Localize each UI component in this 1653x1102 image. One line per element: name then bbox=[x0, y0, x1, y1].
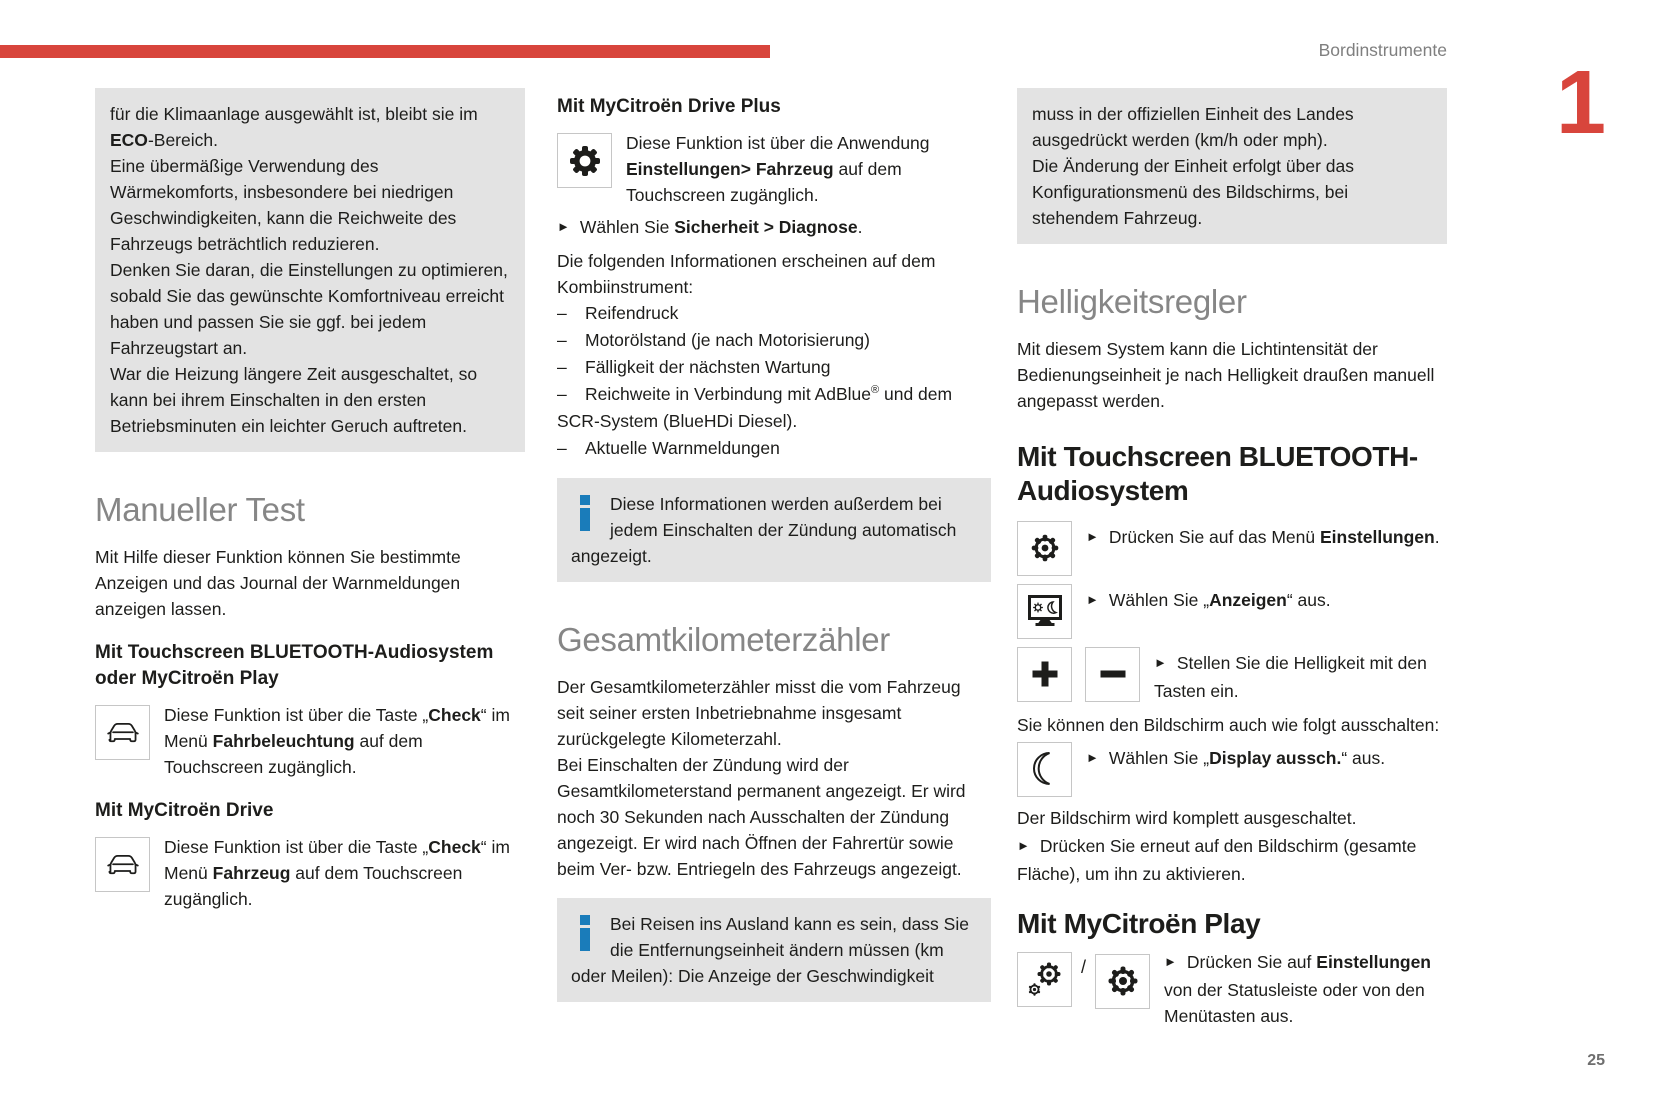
step-row bbox=[1017, 647, 1447, 704]
icon-paragraph bbox=[557, 130, 991, 208]
list-item: – Fälligkeit der nächsten Wartung bbox=[557, 354, 991, 381]
paragraph: Der Bildschirm wird komplett ausgeschaltet. bbox=[1017, 807, 1357, 828]
unit-note-box bbox=[1017, 88, 1447, 244]
step-row bbox=[1017, 584, 1447, 639]
info-text: Bei Reisen ins Ausland kann es sein, dass Sie die Entfernungseinheit ändern müssen (km oder Meilen): Die Anzeige der Geschwindigkeit bbox=[571, 914, 969, 987]
paragraph: Die folgenden Informationen erscheinen auf dem Kombiinstrument: bbox=[557, 251, 936, 297]
dash-bullet: – bbox=[557, 357, 567, 377]
instruction-line: ► Drücken Sie erneut auf den Bildschirm (gesamte Fläche), um ihn zu aktivieren. bbox=[1017, 835, 1417, 884]
page-number: 25 bbox=[1587, 1052, 1605, 1069]
icon-paragraph bbox=[95, 702, 525, 780]
dash-bullet: – bbox=[557, 303, 567, 323]
paragraph: Der Gesamtkilometerzähler misst die vom Fahrzeug seit seiner ersten Inbetriebnahme insgesamt zurückgelegte Kilometerzahl. bbox=[557, 677, 961, 750]
icon-paragraph-text: Drücken Sie auf Einstellungen von der Statusleiste oder von den Menütasten aus. bbox=[1164, 951, 1431, 1026]
info-box bbox=[557, 478, 991, 582]
note-line: Eine übermäßige Verwendung des Wärmekomforts, insbesondere bei niedrigen Geschwindigkeiten, kann die Reichweite des Fahrzeugs beträchtlich reduzieren. bbox=[110, 156, 457, 254]
info-icon bbox=[580, 915, 590, 951]
car-check-icon bbox=[95, 837, 150, 892]
dash-bullet: – bbox=[557, 384, 567, 404]
gear-settings-icon bbox=[1095, 954, 1150, 1009]
car-check-icon bbox=[95, 705, 150, 760]
subheading-mycitroen-drive: Mit MyCitroën Drive bbox=[95, 800, 274, 822]
column-3 bbox=[1017, 88, 1447, 1035]
arrow-icon: ► bbox=[1017, 837, 1030, 853]
step-text: ► Wählen Sie „Display aussch.“ aus. bbox=[1086, 747, 1386, 768]
display-day-night-icon bbox=[1017, 584, 1072, 639]
minus-icon bbox=[1085, 647, 1140, 702]
eco-note-box bbox=[95, 88, 525, 452]
note-line: für die Klimaanlage ausgewählt ist, bleibt sie im ECO-Bereich. bbox=[110, 104, 478, 150]
arrow-icon: ► bbox=[1164, 953, 1177, 969]
arrow-icon: ► bbox=[1086, 528, 1099, 544]
gear-settings-icon bbox=[1017, 521, 1072, 576]
step-text: ► Wählen Sie „Anzeigen“ aus. bbox=[1086, 589, 1331, 610]
dash-bullet: – bbox=[557, 438, 567, 458]
chapter-number: 1 bbox=[1556, 53, 1607, 153]
paragraph: Bei Einschalten der Zündung wird der Gesamtkilometerstand permanent angezeigt. Er wird noch 30 Sekunden nach Ausschalten der Zündung angezeigt. Er wird nach Öffnen der Fahrertür sowie beim Ver- bzw. Entriegeln des Fahrzeugs angezeigt. bbox=[557, 755, 966, 880]
info-box bbox=[557, 898, 991, 1002]
paragraph: Mit diesem System kann die Lichtintensität der Bedienungseinheit je nach Helligkeit draußen manuell angepasst werden. bbox=[1017, 339, 1435, 412]
note-line: muss in der offiziellen Einheit des Landes ausgedrückt werden (km/h oder mph). bbox=[1032, 104, 1354, 150]
heading-gesamtkilometerzaehler: Gesamtkilometerzähler bbox=[557, 621, 890, 658]
arrow-icon: ► bbox=[557, 219, 570, 234]
note-line: Die Änderung der Einheit erfolgt über das Konfigurationsmenü des Bildschirms, bei stehendem Fahrzeug. bbox=[1032, 156, 1355, 228]
slash-separator: / bbox=[1081, 956, 1087, 977]
arrow-icon: ► bbox=[1154, 654, 1167, 670]
list-item: – Motorölstand (je nach Motorisierung) bbox=[557, 327, 991, 354]
column-2 bbox=[557, 88, 991, 1002]
moon-icon bbox=[1017, 742, 1072, 797]
heading-manueller-test: Manueller Test bbox=[95, 491, 305, 528]
subheading-touchscreen-bluetooth: Mit Touchscreen BLUETOOTH-Audiosystem bbox=[1017, 441, 1418, 507]
plus-icon bbox=[1017, 647, 1072, 702]
icon-paragraph-text: Diese Funktion ist über die Anwendung Einstellungen> Fahrzeug auf dem Touchscreen zugänglich. bbox=[626, 133, 930, 205]
gear-icon bbox=[557, 133, 612, 188]
section-title: Bordinstrumente bbox=[1318, 40, 1447, 60]
subheading-mycitroen-play: Mit MyCitroën Play bbox=[1017, 907, 1261, 939]
settings-icons-group bbox=[1017, 952, 1150, 1009]
icon-paragraph-text: Diese Funktion ist über die Taste „Check“ im Menü Fahrbeleuchtung auf dem Touchscreen zugänglich. bbox=[164, 705, 510, 778]
list-item: – Reichweite in Verbindung mit AdBlue® und dem SCR-System (BlueHDi Diesel). bbox=[557, 381, 991, 435]
arrow-icon: ► bbox=[1086, 749, 1099, 765]
paragraph: Mit Hilfe dieser Funktion können Sie bestimmte Anzeigen und das Journal der Warnmeldungen anzeigen lassen. bbox=[95, 547, 461, 620]
dash-bullet: – bbox=[557, 330, 567, 350]
subheading-drive-plus: Mit MyCitroën Drive Plus bbox=[557, 96, 781, 117]
step-row bbox=[1017, 742, 1447, 797]
info-text: Diese Informationen werden außerdem bei jedem Einschalten der Zündung automatisch angezeigt. bbox=[571, 494, 957, 566]
paragraph: Sie können den Bildschirm auch wie folgt ausschalten: bbox=[1017, 714, 1440, 735]
list-item: – Reifendruck bbox=[557, 300, 991, 327]
brightness-buttons bbox=[1017, 647, 1140, 704]
step-row bbox=[1017, 521, 1447, 576]
instruction-line bbox=[557, 214, 991, 242]
arrow-icon: ► bbox=[1086, 591, 1099, 607]
list-item: – Aktuelle Warnmeldungen bbox=[557, 435, 991, 462]
instruction-text: Wählen Sie Sicherheit > Diagnose. bbox=[579, 217, 863, 237]
icon-paragraph bbox=[95, 834, 525, 912]
note-line: War die Heizung längere Zeit ausgeschaltet, so kann bei ihrem Einschalten in den ersten Betriebsminuten ein leichter Geruch auftreten. bbox=[110, 364, 478, 436]
info-icon bbox=[580, 495, 590, 531]
gears-icon bbox=[1017, 952, 1072, 1007]
header-rule bbox=[0, 45, 770, 58]
step-text: ► Stellen Sie die Helligkeit mit den Tasten ein. bbox=[1154, 652, 1427, 701]
subheading-touchscreen-play: Mit Touchscreen BLUETOOTH-Audiosystem oder MyCitroën Play bbox=[95, 642, 494, 690]
icon-paragraph-text: Diese Funktion ist über die Taste „Check“ im Menü Fahrzeug auf dem Touchscreen zugänglich. bbox=[164, 837, 510, 910]
column-1 bbox=[95, 88, 525, 918]
step-text: ► Drücken Sie auf das Menü Einstellungen. bbox=[1086, 526, 1440, 547]
note-line: Denken Sie daran, die Einstellungen zu optimieren, sobald Sie das gewünschte Komfortniveau erreicht haben und passen Sie sie ggf. bei jedem Fahrzeugstart an. bbox=[110, 260, 508, 358]
icon-paragraph bbox=[1017, 949, 1447, 1029]
heading-helligkeitsregler: Helligkeitsregler bbox=[1017, 283, 1247, 320]
